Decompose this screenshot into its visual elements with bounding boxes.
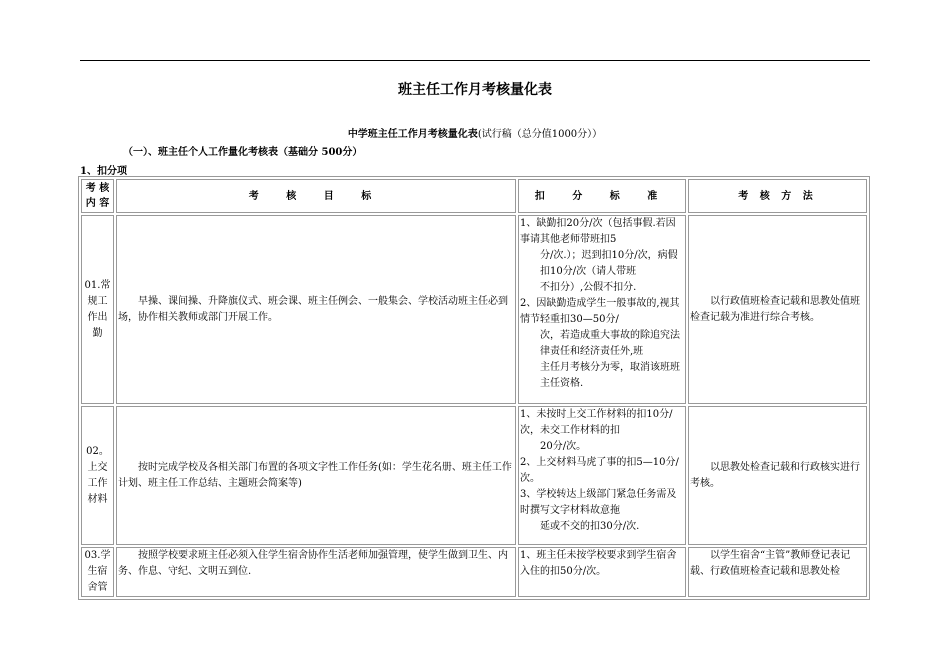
assessment-table xyxy=(78,176,870,600)
table-row xyxy=(81,406,867,545)
header-standard: 扣 分 标 准 xyxy=(518,179,686,213)
row-method: 以行政值班检查记载和思教处值班检查记载为准进行综合考核。 xyxy=(688,215,867,404)
top-rule xyxy=(80,60,870,61)
section-heading: （一）、班主任个人工作量化考核表（基础分 500分） xyxy=(123,147,363,158)
header-method: 考 核 方 法 xyxy=(688,179,867,213)
header-content: 考 核 内 容 xyxy=(81,179,114,213)
table-header-row xyxy=(81,179,867,213)
header-goal: 考 核 目 标 xyxy=(116,179,516,213)
table-row xyxy=(81,547,867,597)
page-title: 班主任工作月考核量化表 xyxy=(398,82,552,98)
subtitle xyxy=(0,125,950,140)
row-goal: 按照学校要求班主任必须入住学生宿舍协作生活老师加强管理，使学生做到卫生、内务、作息、守纪、文明五到位. xyxy=(116,547,516,597)
subtitle-note: (试行稿（总分值1000分）） xyxy=(477,129,603,140)
subtitle-bold: 中学班主任工作月考核量化表 xyxy=(347,129,478,140)
row-standard: 1、未按时上交工作材料的扣10分/次，未交工作材料的扣 20分/次。 2、上交材料马虎了事的扣5—10分/次。 3、学校转达上级部门紧急任务需及时撰写文字材料故意拖 延或不交的扣30分/次. xyxy=(518,406,686,545)
subsection-heading: 1、扣分项 xyxy=(80,166,127,177)
row-goal: 早操、课间操、升降旗仪式、班会课、班主任例会、一般集会、学校活动班主任必到场，协作相关教师或部门开展工作。 xyxy=(116,215,516,404)
table-row xyxy=(81,215,867,404)
row-category: 03.学生宿舍管 xyxy=(81,547,114,597)
row-category: 01.常规工作出勤 xyxy=(81,215,114,404)
row-goal: 按时完成学校及各相关部门布置的各项文字性工作任务(如：学生花名册、班主任工作计划、班主任工作总结、主题班会简案等) xyxy=(116,406,516,545)
row-method: 以学生宿舍“主管”教师登记表记载、行政值班检查记载和思教处检 xyxy=(688,547,867,597)
row-standard: 1、班主任未按学校要求到学生宿舍入住的扣50分/次。 xyxy=(518,547,686,597)
row-category: 02。上交工作材料 xyxy=(81,406,114,545)
row-standard: 1、缺勤扣20分/次（包括事假.若因事请其他老师带班扣5 分/次.）；迟到扣10分/次，病假扣10分/次（请人带班 不扣分）,公假不扣分. 2、因缺勤造成学生一般事故的,视其情节轻重扣30—50分/ 次，若造成重大事故的除追究法律责任和经济责任外,班 主任月考核分为零，取消该班班主任资格. xyxy=(518,215,686,404)
row-method: 以思教处检查记载和行政核实进行考核。 xyxy=(688,406,867,545)
